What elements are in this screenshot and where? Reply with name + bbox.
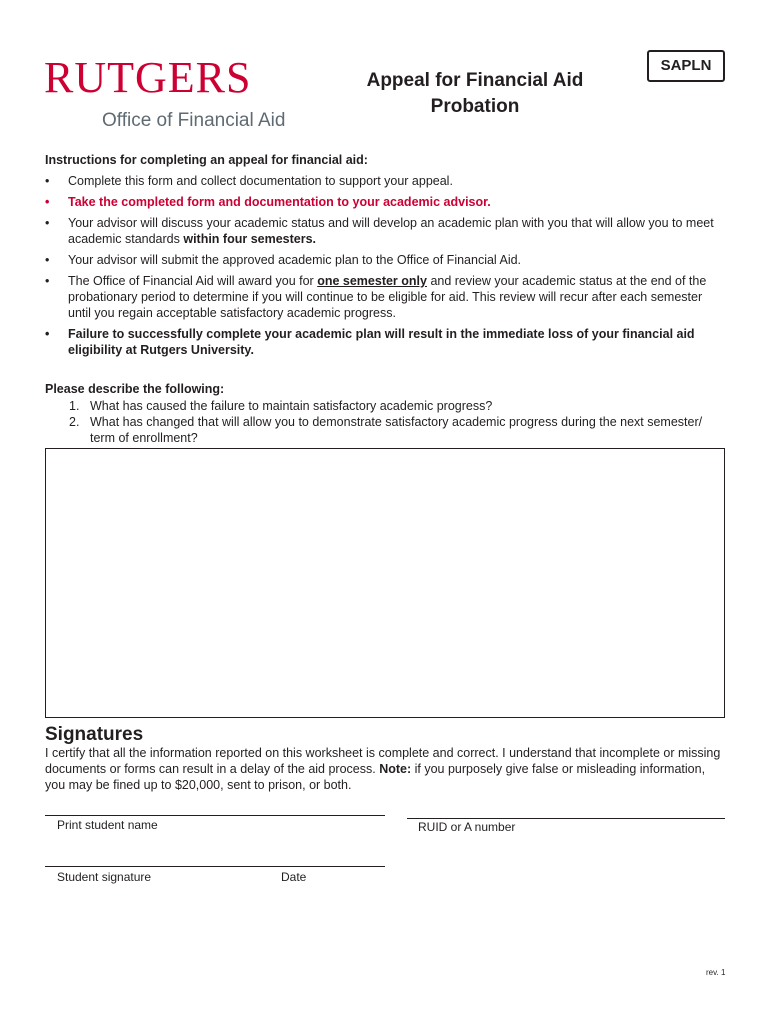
signatures-heading: Signatures bbox=[45, 724, 144, 745]
list-item bbox=[45, 326, 725, 358]
instructions-list bbox=[45, 173, 725, 363]
list-item bbox=[45, 194, 725, 210]
signature-label: Student signature bbox=[57, 870, 152, 884]
bullet-icon: • bbox=[45, 274, 50, 288]
bullet-icon: • bbox=[45, 195, 50, 209]
bullet-icon: • bbox=[45, 216, 50, 230]
question-text: What has caused the failure to maintain satisfactory academic progress? bbox=[90, 399, 493, 413]
certification-body: I certify that all the information reported on this worksheet is complete and correct. I understand that incomplete or missing documents or forms can result in a delay of the aid process. bbox=[45, 746, 721, 776]
instruction-emphasis: one semester only bbox=[317, 274, 427, 288]
list-item bbox=[45, 273, 725, 321]
title-line-2: Probation bbox=[430, 96, 520, 117]
question-number: 2. bbox=[69, 415, 80, 429]
form-code-badge: SAPLN bbox=[647, 50, 725, 82]
questions-list bbox=[45, 398, 725, 446]
page-title bbox=[330, 68, 620, 120]
list-item bbox=[45, 173, 725, 189]
instruction-text: Your advisor will discuss your academic status and will develop an academic plan with you that will allow you to meet academic standards bbox=[68, 216, 714, 246]
question-number: 1. bbox=[69, 399, 80, 413]
instruction-text: Failure to successfully complete your academic plan will result in the immediate loss of your financial aid eligibility at Rutgers University. bbox=[68, 327, 695, 357]
certification-warning: if you purposely give false or misleading information, you may be fined up to $20,000, sent to prison, or both. bbox=[45, 762, 706, 792]
instruction-text: Take the completed form and documentation to your academic advisor. bbox=[68, 195, 491, 209]
certification-note-label: Note: bbox=[379, 762, 412, 776]
date-label: Date bbox=[281, 870, 307, 884]
ruid-label: RUID or A number bbox=[418, 820, 516, 834]
list-item bbox=[45, 398, 725, 414]
revision-note: rev. 1 bbox=[706, 968, 726, 977]
answer-textarea[interactable] bbox=[45, 448, 725, 718]
question-text: What has changed that will allow you to demonstrate satisfactory academic progress during the next semester/ term of enrollment? bbox=[90, 415, 703, 445]
instruction-text: and review your academic status at the end of the probationary period to determine if you will continue to be eligible for aid. This review will recur after each semester until you regain acceptable satisfactory academic progress. bbox=[68, 274, 707, 320]
print-name-field[interactable] bbox=[45, 815, 385, 816]
bullet-icon: • bbox=[45, 174, 50, 188]
describe-heading: Please describe the following: bbox=[45, 382, 225, 396]
office-name: Office of Financial Aid bbox=[102, 110, 286, 131]
list-item bbox=[45, 215, 725, 247]
instruction-text: The Office of Financial Aid will award you for bbox=[68, 274, 318, 288]
rutgers-logo: RUTGERS bbox=[44, 53, 252, 102]
bullet-icon: • bbox=[45, 327, 50, 341]
ruid-field[interactable] bbox=[407, 818, 725, 819]
instruction-text: Complete this form and collect documentation to support your appeal. bbox=[68, 174, 453, 188]
print-name-label: Print student name bbox=[57, 818, 158, 832]
bullet-icon: • bbox=[45, 253, 50, 267]
instruction-text: Your advisor will submit the approved academic plan to the Office of Financial Aid. bbox=[68, 253, 522, 267]
signature-date-field[interactable] bbox=[45, 866, 385, 867]
title-line-1: Appeal for Financial Aid bbox=[366, 70, 584, 91]
instructions-heading: Instructions for completing an appeal for financial aid: bbox=[45, 153, 368, 167]
list-item bbox=[45, 252, 725, 268]
list-item bbox=[45, 414, 725, 446]
instruction-emphasis: within four semesters. bbox=[183, 232, 317, 246]
certification-text bbox=[45, 745, 727, 793]
